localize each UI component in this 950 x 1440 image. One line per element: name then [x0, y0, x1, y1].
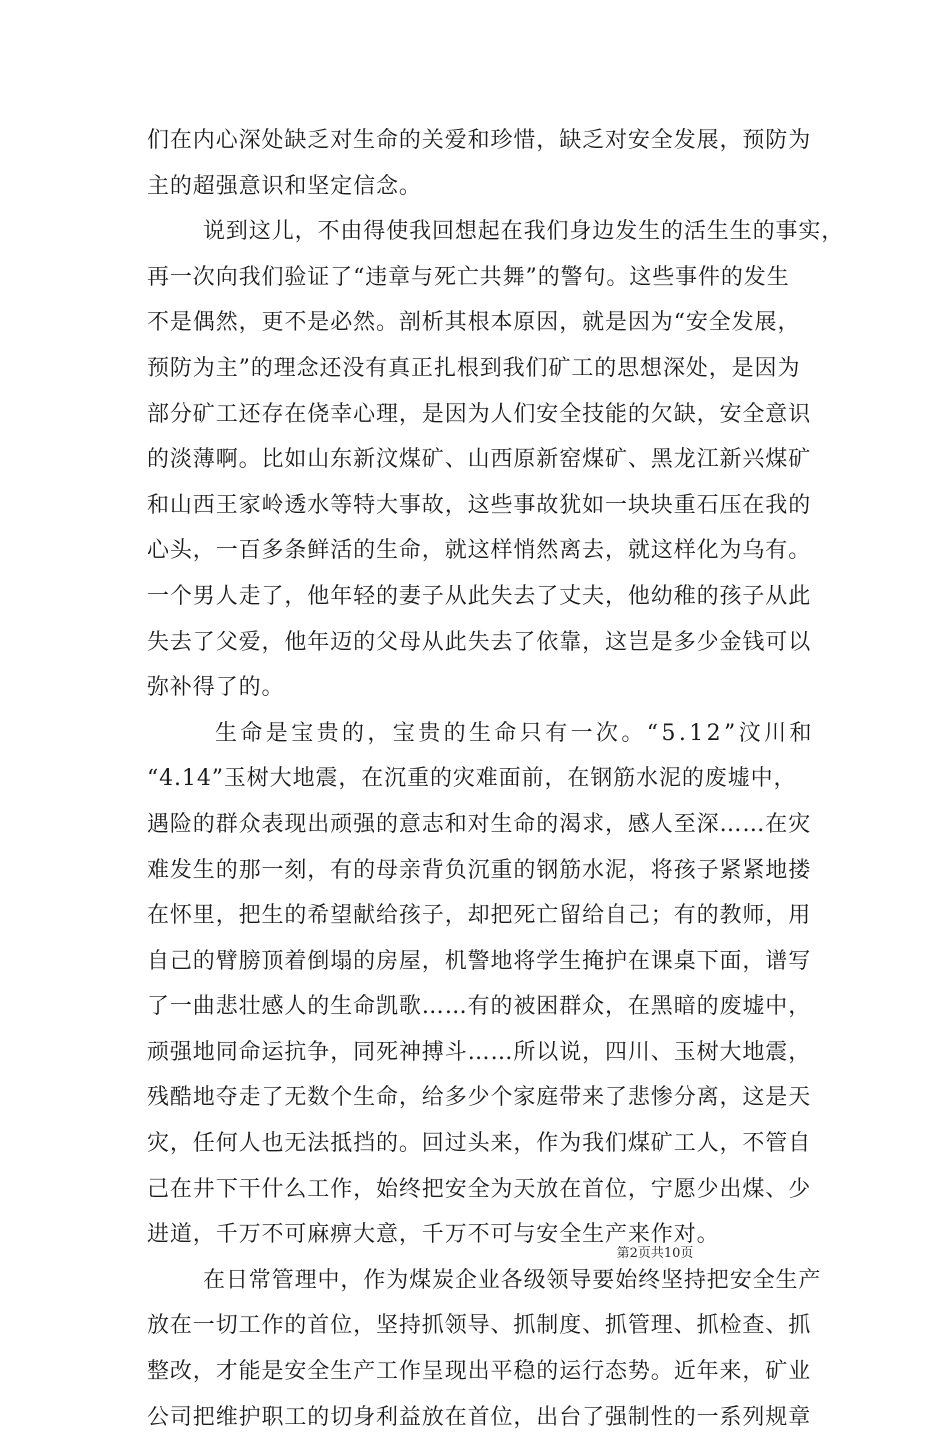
text-line: 进道，千万不可麻痹大意，千万不可与安全生产来作对。: [147, 1222, 720, 1248]
paragraph-start-line: 在日常管理中，作为煤炭企业各级领导要始终坚持把安全生产: [203, 1267, 822, 1293]
text-line: 己在井下干什么工作，始终把安全为天放在首位，宁愿少出煤、少: [147, 1176, 812, 1202]
text-line: 难发生的那一刻，有的母亲背负沉重的钢筋水泥，将孩子紧紧地搂: [147, 857, 812, 883]
text-line: 失去了父爱，他年迈的父母从此失去了依靠，这岂是多少金钱可以: [147, 629, 812, 655]
text-line: 弥补得了的。: [147, 675, 285, 701]
text-line: 自己的臂膀顶着倒塌的房屋，机警地将学生掩护在课桌下面，谱写: [147, 948, 812, 974]
page-number-footer: 第2页共10页: [616, 1246, 694, 1261]
text-line: 顽强地同命运抗争，同死神搏斗……所以说，四川、玉树大地震，: [147, 1039, 812, 1065]
text-line: 灾，任何人也无法抵挡的。回过头来，作为我们煤矿工人，不管自: [147, 1131, 812, 1157]
text-line: 了一曲悲壮感人的生命凯歌……有的被困群众，在黑暗的废墟中，: [147, 994, 812, 1020]
text-line: 放在一切工作的首位，坚持抓领导、抓制度、抓管理、抓检查、抓: [147, 1313, 812, 1339]
text-line: 在怀里，把生的希望献给孩子，却把死亡留给自己；有的教师，用: [147, 903, 812, 929]
text-line: 和山西王家岭透水等特大事故，这些事故犹如一块块重石压在我的: [147, 492, 812, 518]
paragraph-start-line: 生命是宝贵的，宝贵的生命只有一次。“5.12”汶川和: [215, 720, 815, 746]
text-line: 公司把维护职工的切身利益放在首位，出台了强制性的一系列规章: [147, 1404, 812, 1430]
text-line: 一个男人走了，他年轻的妻子从此失去了丈夫，他幼稚的孩子从此: [147, 583, 812, 609]
text-line: 遇险的群众表现出顽强的意志和对生命的渴求，感人至深……在灾: [147, 811, 812, 837]
text-line: 们在内心深处缺乏对生命的关爱和珍惜，缺乏对安全发展，预防为: [147, 128, 812, 153]
paragraph-start-line: 说到这儿，不由得使我回想起在我们身边发生的活生生的事实，: [203, 219, 845, 245]
text-line: 预防为主”的理念还没有真正扎根到我们矿工的思想深处，是因为: [147, 355, 801, 381]
text-line: 部分矿工还存在侥幸心理，是因为人们安全技能的欠缺，安全意识: [147, 401, 812, 427]
text-line: “4.14”玉树大地震，在沉重的灾难面前，在钢筋水泥的废墟中，: [147, 766, 797, 792]
text-line: 整改，才能是安全生产工作呈现出平稳的运行态势。近年来，矿业: [147, 1359, 812, 1385]
text-line: 主的超强意识和坚定信念。: [147, 173, 422, 199]
text-line: 心头，一百多条鲜活的生命，就这样悄然离去，就这样化为乌有。: [147, 538, 812, 564]
text-line: 不是偶然，更不是必然。剖析其根本原因，就是因为“安全发展，: [147, 310, 801, 336]
text-line: 再一次向我们验证了“违章与死亡共舞”的警句。这些事件的发生: [147, 264, 790, 290]
text-line: 残酷地夺走了无数个生命，给多少个家庭带来了悲惨分离，这是天: [147, 1085, 812, 1111]
text-line: 的淡薄啊。比如山东新汶煤矿、山西原新窑煤矿、黑龙江新兴煤矿: [147, 447, 812, 473]
